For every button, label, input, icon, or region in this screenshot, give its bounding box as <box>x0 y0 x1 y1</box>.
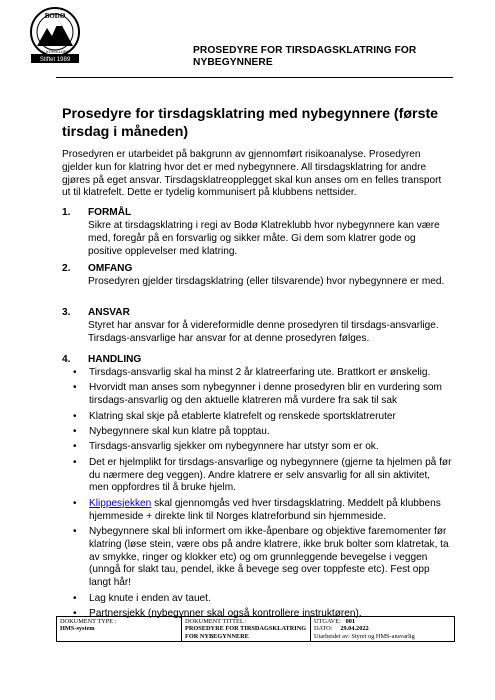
footer-cell-doc-type <box>57 617 182 642</box>
list-item-text: Nybegynnere skal bli informert om ikke-åpenbare og objektive faremomenter før klatring (løse stein, være obs på andre klatrere, ikke bruk bolter som klatretak, ta av smykke, ringer og klokker etc) og om grunnleggende bevegelse i veggen (unngå for slakt tau, pendel, ikke å bevege seg over toppfeste etc). Fest opp langt hår! <box>89 525 449 589</box>
date-label: DATO: <box>314 625 333 633</box>
list-item-text: Klatring skal skje på etablerte klatrefelt og renskede sportsklatreruter <box>89 410 396 422</box>
list-item: • Partnersjekk (nybegynner skal også kontrollere instruktøren). <box>73 607 362 619</box>
section-body-omfang: Prosedyren gjelder tirsdagsklatring (eller tilsvarende) hvor nybegynnere er med. <box>88 276 445 287</box>
doc-title-value: PROSEDYRE FOR TIRSDAGSKLATRING FOR NYBEGYNNERE <box>185 625 307 640</box>
edition-label: UTGAVE: <box>314 618 341 625</box>
svg-text:BODØ: BODØ <box>44 12 66 20</box>
section-number: 1. <box>62 207 71 218</box>
handling-list <box>72 367 452 623</box>
section-heading-ansvar: ANSVAR <box>88 307 130 318</box>
page-title: Prosedyre for tirsdagsklatring med nybegynnere (første tirsdag i måneden) <box>62 106 439 140</box>
list-item-text: Lag knute i enden av tauet. <box>89 592 211 604</box>
doc-title-label: DOKUMENT TITTEL : <box>185 618 247 625</box>
list-item-text: Tirsdags-ansvarlig skal ha minst 2 år klatreerfaring ute. Brattkort er ønskelig. <box>89 367 431 378</box>
list-item: • Hvorvidt man anses som nybegynner i denne prosedyren blir en vurdering som tirsdags-ansvarlig og den aktuelle klatreren må vurdere fra sak til sak <box>73 382 442 407</box>
list-item: • Det er hjelmplikt for tirsdags-ansvarlige og nybegynnere (gjerne ta hjelmen på før du nærmere deg veggen). Andre klatrere er selv ansvarlig for all sin aktivitet, men oppfordres til å bruke hjelm. <box>73 456 452 494</box>
section-heading-omfang: OMFANG <box>88 263 133 274</box>
club-logo <box>29 6 81 64</box>
edition-value: 001 <box>345 618 356 625</box>
intro-paragraph: Prosedyren er utarbeidet på bakgrunn av gjennomført risikoanalyse. Prosedyren gjelder kun for klatring hvor det er med nybegynnere. All tirsdagsklatring for andre gjøres på eget ansvar. Tirsdagsklatreopplegget skal kun anses om en felles transport ut til klatrefelt. Dette er tydelig kommunisert på klubbens nettsider. <box>62 149 442 199</box>
prepared-by: Utarbeidet av: Styret og HMS-ansvarlig <box>314 632 415 640</box>
list-item: • Klippesjekken skal gjennomgås ved hver tirsdagsklatring. Meddelt på klubbens hjemmeside + direkte link til Norges klatreforbund sin hjemmeside. <box>73 497 441 522</box>
footer-cell-edition <box>311 617 455 642</box>
svg-text:KLATREKLUBB: KLATREKLUBB <box>40 49 70 54</box>
doc-type-value: HMS-system <box>60 625 95 633</box>
doc-type-label: DOKUMENT TYPE : <box>60 618 117 625</box>
list-item: • Tirsdags-ansvarlig sjekker om nybegynnere har utstyr som er ok. <box>73 441 379 453</box>
section-number: 2. <box>62 263 71 274</box>
list-item-text: Tirsdags-ansvarlig sjekker om nybegynnere har utstyr som er ok. <box>89 441 379 453</box>
list-item: • Klatring skal skje på etablerte klatrefelt og renskede sportsklatreruter <box>73 410 396 422</box>
section-number: 4. <box>62 354 71 365</box>
list-item: • Tirsdags-ansvarlig skal ha minst 2 år klatreerfaring ute. Brattkort er ønskelig. <box>73 367 431 378</box>
list-item-text: skal gjennomgås ved hver tirsdagsklatring. Meddelt på klubbens hjemmeside + direkte link til Norges klatreforbund sin hjemmeside. <box>89 497 441 522</box>
svg-text:Stiftet 1989: Stiftet 1989 <box>39 57 71 63</box>
section-heading-formal: FORMÅL <box>88 207 132 218</box>
list-item-text: Partnersjekk (nybegynner skal også kontrollere instruktøren). <box>89 607 362 619</box>
footer-cell-doc-title <box>182 617 311 642</box>
section-body-formal: Sikre at tirsdagsklatring i regi av Bodø Klatreklubb hvor nybegynnere kan være med, foregår på en forsvarlig og sikker måte. Gi dem som klatrer gode og positive opplevelser med klatring. <box>88 220 440 257</box>
list-item: • Nybegynnere skal bli informert om ikke-åpenbare og objektive faremomenter før klatring (løse stein, være obs på andre klatrere, ikke bruk bolter som klatretak, ta av smykke, ringer og klokker etc) og om grunnleggende bevegelse i veggen (unngå for slakt tau, pendel, ikke å bevege seg over toppfeste etc). Fest opp langt hår! <box>73 525 449 589</box>
list-item-text: Hvorvidt man anses som nybegynner i denne prosedyren blir en vurdering som tirsdags-ansvarlig og den aktuelle klatreren må vurdere fra sak til sak <box>89 382 442 407</box>
header-divider <box>56 77 453 78</box>
list-item: • Lag knute i enden av tauet. <box>73 592 211 604</box>
list-item: • Nybegynnere skal kun klatre på topptau. <box>73 425 270 437</box>
section-heading-handling: HANDLING <box>88 354 142 365</box>
list-item-text: Det er hjelmplikt for tirsdags-ansvarlige og nybegynnere (gjerne ta hjelmen på før du nærmere deg veggen). Andre klatrere er selv ansvarlig for all sin aktivitet, men oppfordres til å bruke hjelm. <box>89 456 452 494</box>
section-number: 3. <box>62 307 71 318</box>
list-item-text: Nybegynnere skal kun klatre på topptau. <box>89 425 270 437</box>
document-footer-table <box>56 616 455 642</box>
header-title: PROSEDYRE FOR TIRSDAGSKLATRING FOR NYBEGYNNERE <box>193 45 417 68</box>
klippesjekken-link[interactable]: Klippesjekken <box>89 497 152 509</box>
section-body-ansvar: Styret har ansvar for å videreformidle denne prosedyren til tirsdags-ansvarlige. Tirsdags-ansvarlige har ansvar for at denne prosedyren følges. <box>88 320 439 344</box>
date-value: 29.04.2022 <box>340 625 369 633</box>
